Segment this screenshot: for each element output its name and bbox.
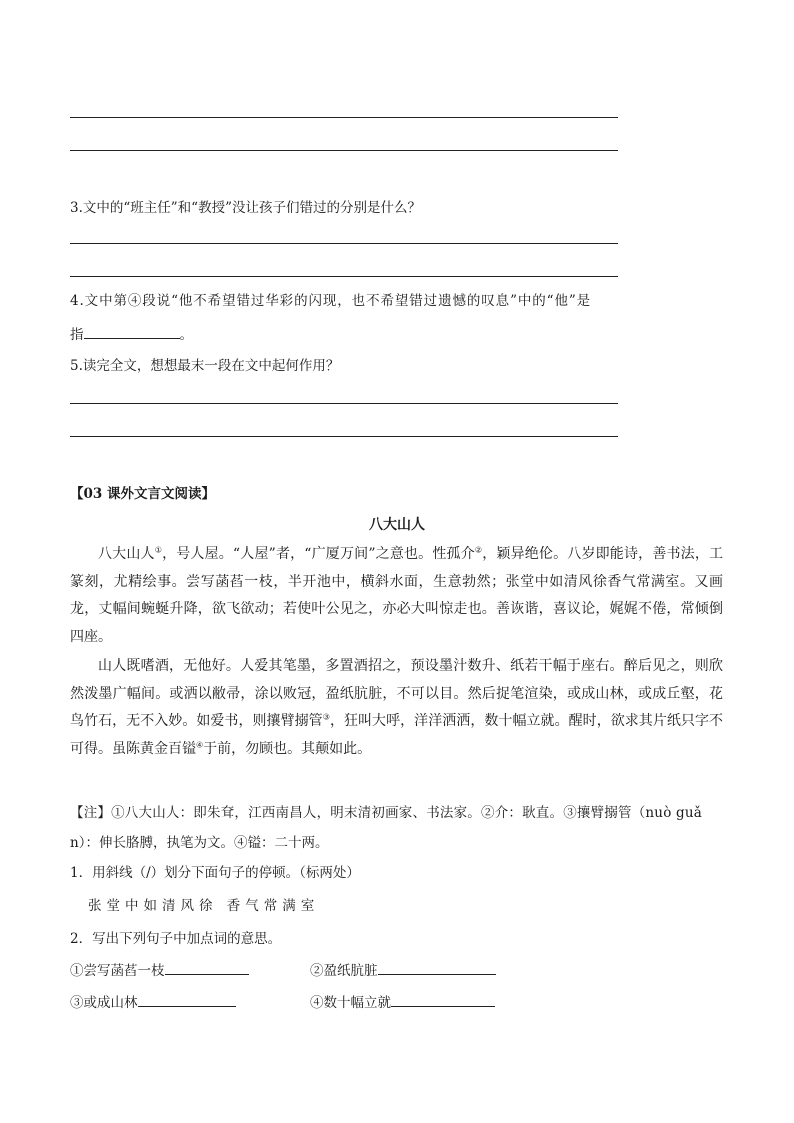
footnote-marker: ③	[322, 712, 330, 722]
passage-text: ，号人屋。“人屋”者，“广厦万间”之意也。性孤介	[162, 546, 475, 562]
vocab-item-1-text: ①尝写菡萏一枝	[70, 963, 165, 979]
question-5: 5.读完全文，想想最末一段在文中起何作用？	[70, 358, 340, 374]
passage-text: 山人既嗜酒，无他好。人爱其笔墨，多置酒招之，预设墨汁数升、纸若干幅于座右。醉后见之，则欣然泼墨广幅间。或洒以敝帚，涂以败冠，盈纸肮脏，不可以目。然后捉笔渲染，或成山林，或成丘壑，花鸟竹石，无不入妙。如爱书，则攘臂搦管	[70, 658, 723, 729]
passage-title: 八大山人	[369, 517, 425, 533]
passage-text: ，狂叫大呼，洋洋洒洒，数十幅立就。醒时，欲求其片纸只字不可得。虽陈黄金百镒	[70, 713, 724, 757]
vocab-item-3	[70, 992, 236, 1013]
question-4	[70, 291, 723, 311]
footnote-marker: ④	[196, 739, 204, 749]
fill-blank[interactable]	[378, 960, 496, 975]
footnote-marker: ②	[474, 545, 483, 555]
vocab-item-2	[310, 960, 496, 981]
footnote-marker: ①	[154, 545, 163, 555]
subquestion-1: 1．用斜线（/）划分下面句子的停顿。（标两处）	[70, 865, 360, 881]
vocab-item-4	[310, 992, 495, 1013]
answer-line[interactable]	[70, 117, 618, 118]
passage-text: ，颖异绝伦。八岁即能诗，善书法，工篆刻，尤精绘事。尝写菡萏一枝，半开池中，横斜水面，生意勃然；张堂中如清风徐香气常满室。又画龙，丈幅间蜿蜒升降，欲飞欲动；若使叶公见之，亦必大叫惊走也。善诙谐，喜议论，娓娓不倦，常倾倒四座。	[70, 546, 724, 645]
fill-blank[interactable]	[84, 324, 180, 339]
question-3: 3.文中的“班主任”和“教授”没让孩子们错过的分别是什么？	[70, 200, 421, 216]
vocab-item-1	[70, 960, 249, 981]
fill-blank[interactable]	[138, 992, 236, 1007]
fill-blank[interactable]	[391, 992, 495, 1007]
question-4-suffix: 。	[179, 327, 193, 343]
answer-line[interactable]	[70, 436, 618, 437]
vocab-item-4-text: ④数十幅立就	[310, 995, 391, 1011]
question-4-prefix: 指	[70, 327, 84, 343]
answer-line[interactable]	[70, 243, 618, 244]
note-line-2: n）：伸长胳膊，执笔为文。④镒：二十两。	[70, 835, 329, 851]
passage-paragraph-2	[70, 653, 723, 763]
pause-sentence: 张堂中如清风徐 香气常满室	[88, 898, 320, 914]
fill-blank[interactable]	[165, 960, 249, 975]
note-line-1: 【注】①八大山人：即朱耷，江西南昌人，明末清初画家、书法家。②介：耿直。③攘臂搦管（nuò guǎ	[70, 805, 702, 821]
question-4-line1: 4.文中第④段说“他不希望错过华彩的闪现，也不希望错过遗憾的叹息”中的“他”是	[70, 293, 592, 309]
question-4-cont	[70, 324, 193, 345]
passage-paragraph-1	[70, 541, 723, 651]
vocab-item-2-text: ②盈纸肮脏	[310, 963, 378, 979]
answer-line[interactable]	[70, 276, 618, 277]
passage-text: 于前，勿顾也。其颠如此。	[203, 740, 372, 757]
subquestion-2: 2．写出下列句子中加点词的意思。	[70, 931, 282, 947]
answer-line[interactable]	[70, 403, 618, 404]
passage-text: 八大山人	[98, 546, 155, 562]
section-header: 【03 课外文言文阅读】	[70, 486, 215, 502]
vocab-item-3-text: ③或成山林	[70, 995, 138, 1011]
answer-line[interactable]	[70, 150, 618, 151]
